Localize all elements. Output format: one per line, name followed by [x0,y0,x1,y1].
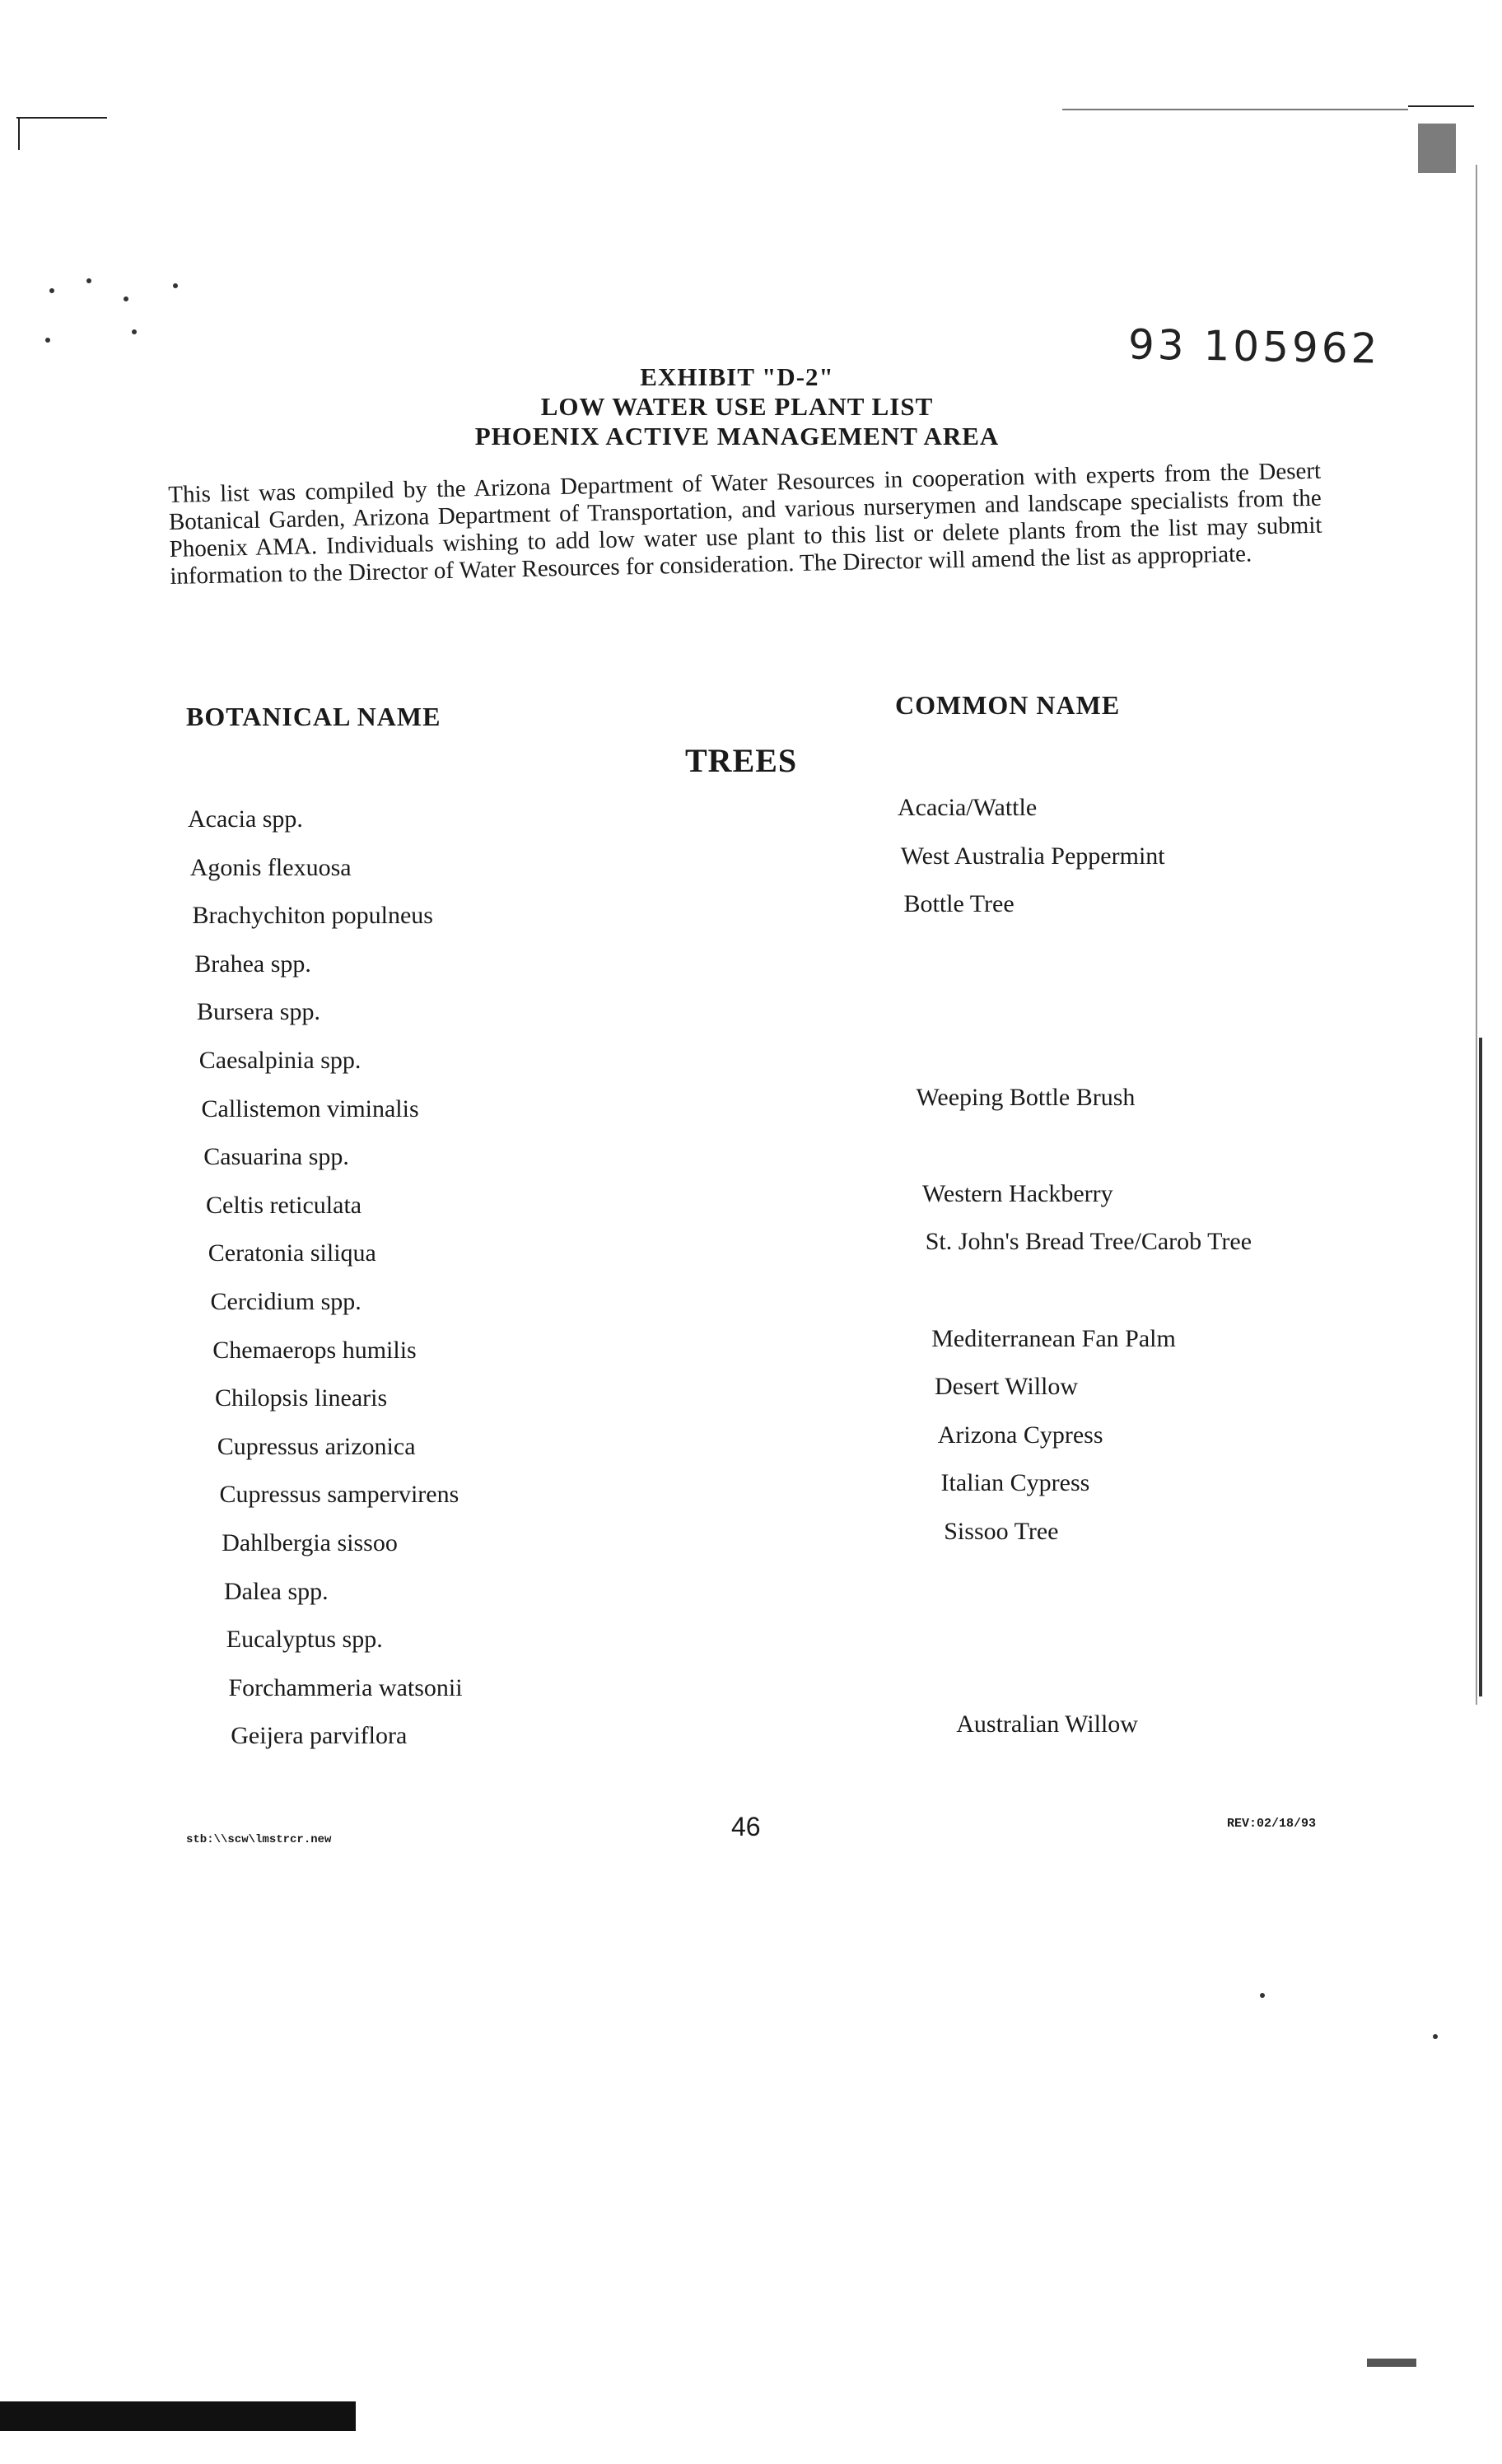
document-stamp-number: 93 105962 [1127,320,1381,373]
botanical-name-cell: Brachychiton populneus [192,902,433,930]
intro-paragraph: This list was compiled by the Arizona Department of Water Resources in cooperation with experts from the Desert Botanical Garden, Arizona Department of Transportation, and various nurserymen and landscape specialists from the Phoenix AMA. Individuals wishing to add low water use plant to this list or delete plants from the list may submit information to the Director of Water Resources for consideration. The Director will amend the list as appropriate. [168,457,1322,590]
botanical-name-cell: Callistemon viminalis [201,1094,419,1122]
common-name-cell: Weeping Bottle Brush [916,1083,1136,1111]
common-name-cell: St. John's Bread Tree/Carob Tree [925,1228,1252,1256]
botanical-name-cell: Dahlbergia sissoo [222,1529,398,1556]
botanical-name-cell: Cupressus arizonica [217,1432,416,1460]
botanical-name-cell: Acacia spp. [188,805,303,833]
botanical-name-cell: Ceratonia siliqua [208,1239,376,1267]
common-name-cell: Desert Willow [935,1373,1079,1401]
botanical-name-cell: Celtis reticulata [206,1191,362,1219]
section-heading-trees: TREES [685,742,798,779]
column-header-common-name: COMMON NAME [895,690,1121,720]
botanical-name-cell: Forchammeria watsonii [228,1673,463,1701]
botanical-name-cell: Chilopsis linearis [215,1384,388,1412]
common-name-cell: Sissoo Tree [944,1518,1059,1545]
botanical-name-cell: Geijera parviflora [231,1722,408,1750]
title-line-list: LOW WATER USE PLANT LIST [540,392,934,421]
botanical-name-cell: Cercidium spp. [210,1288,362,1315]
botanical-name-cell: Brahea spp. [194,950,311,978]
common-name-cell: West Australia Peppermint [900,842,1165,870]
botanical-name-cell: Agonis flexuosa [189,853,352,881]
footer-file-path: stb:\\scw\lmstrcr.new [186,1833,332,1846]
botanical-name-cell: Cupressus sampervirens [219,1481,459,1509]
common-name-cell: Arizona Cypress [937,1421,1103,1449]
common-name-cell: Mediterranean Fan Palm [931,1324,1176,1352]
title-line-area: PHOENIX ACTIVE MANAGEMENT AREA [474,422,1000,450]
botanical-name-cell: Casuarina spp. [203,1143,349,1171]
common-name-cell: Australian Willow [956,1710,1138,1738]
common-name-cell: Western Hackberry [922,1179,1113,1207]
column-header-botanical-name: BOTANICAL NAME [186,702,441,731]
title-line-exhibit: EXHIBIT "D-2" [640,362,834,391]
botanical-name-cell: Bursera spp. [197,998,320,1026]
common-name-cell: Italian Cypress [940,1469,1090,1497]
botanical-name-cell: Dalea spp. [224,1577,329,1605]
page-number: 46 [731,1812,761,1841]
botanical-name-cell: Eucalyptus spp. [226,1626,383,1654]
footer-revision-date: REV:02/18/93 [1227,1817,1317,1831]
common-name-cell: Bottle Tree [903,890,1015,918]
common-name-cell: Acacia/Wattle [898,794,1038,821]
botanical-name-cell: Caesalpinia spp. [198,1047,362,1074]
botanical-name-cell: Chemaerops humilis [212,1336,417,1364]
